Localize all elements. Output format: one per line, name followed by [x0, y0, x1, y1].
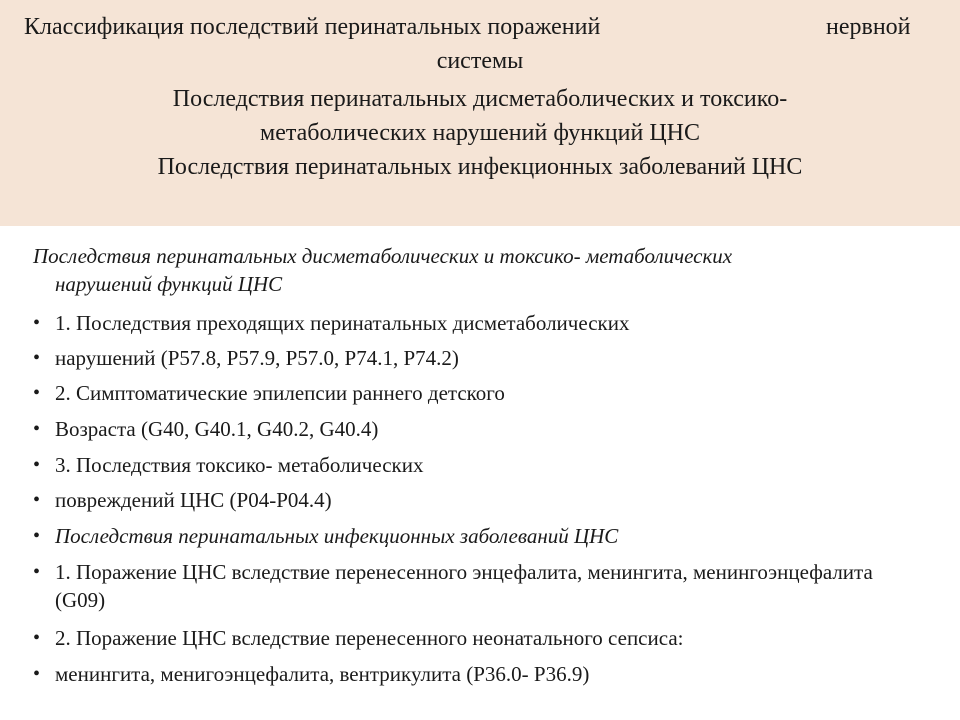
title-panel: [0, 0, 960, 226]
title-line-2: системы: [436, 48, 524, 74]
section-heading-1-line-1: Последствия перинатальных дисметаболических и токсико- метаболических: [33, 244, 733, 268]
bullet-icon: •: [33, 663, 41, 685]
list-item: [33, 660, 913, 688]
section-heading-2: [33, 522, 913, 550]
list-item-text: 2. Симптоматические эпилепсии раннего детского: [55, 381, 505, 405]
bullet-icon: •: [33, 382, 41, 404]
list-item-text: 2. Поражение ЦНС вследствие перенесенного неонатального сепсиса:: [55, 626, 684, 650]
list-item-text: 1. Поражение ЦНС вследствие перенесенного энцефалита, менингита, менингоэнцефалита (G09): [55, 560, 873, 612]
bullet-icon: •: [33, 454, 41, 476]
list-item-text: 1. Последствия преходящих перинатальных дисметаболических: [55, 311, 630, 335]
bullet-icon: •: [33, 525, 41, 547]
list-item: [33, 486, 913, 514]
list-item: [33, 558, 913, 614]
bullet-icon: •: [33, 418, 41, 440]
title-line-5: Последствия перинатальных инфекционных заболеваний ЦНС: [157, 154, 803, 180]
list-item-text: 3. Последствия токсико- метаболических: [55, 453, 424, 477]
list-item-text: Возраста (G40, G40.1, G40.2, G40.4): [55, 417, 379, 441]
bullet-icon: •: [33, 489, 41, 511]
list-item-text: нарушений (Р57.8, Р57.9, Р57.0, Р74.1, Р74.2): [55, 346, 459, 370]
list-item: [33, 451, 913, 479]
title-line-1-part-1: Классификация последствий перинатальных поражений: [24, 14, 601, 40]
list-item: [33, 379, 913, 407]
section-heading-1: [33, 242, 913, 298]
list-item-text: Последствия перинатальных инфекционных заболеваний ЦНС: [55, 524, 619, 548]
list-item: [33, 415, 913, 443]
title-line-3: Последствия перинатальных дисметаболических и токсико-: [172, 86, 788, 112]
list-item-text: повреждений ЦНС (Р04-Р04.4): [55, 488, 332, 512]
list-item: [33, 309, 913, 337]
bullet-icon: •: [33, 312, 41, 334]
list-item: [33, 344, 913, 372]
section-heading-1-line-2: нарушений функций ЦНС: [55, 272, 283, 296]
list-item: [33, 624, 913, 652]
title-line-4: метаболических нарушений функций ЦНС: [260, 120, 700, 146]
bullet-icon: •: [33, 347, 41, 369]
bullet-icon: •: [33, 561, 41, 583]
bullet-icon: •: [33, 627, 41, 649]
list-item-text: менингита, менигоэнцефалита, вентрикулита (Р36.0- Р36.9): [55, 662, 590, 686]
title-line-1-part-2: нервной: [826, 14, 911, 40]
